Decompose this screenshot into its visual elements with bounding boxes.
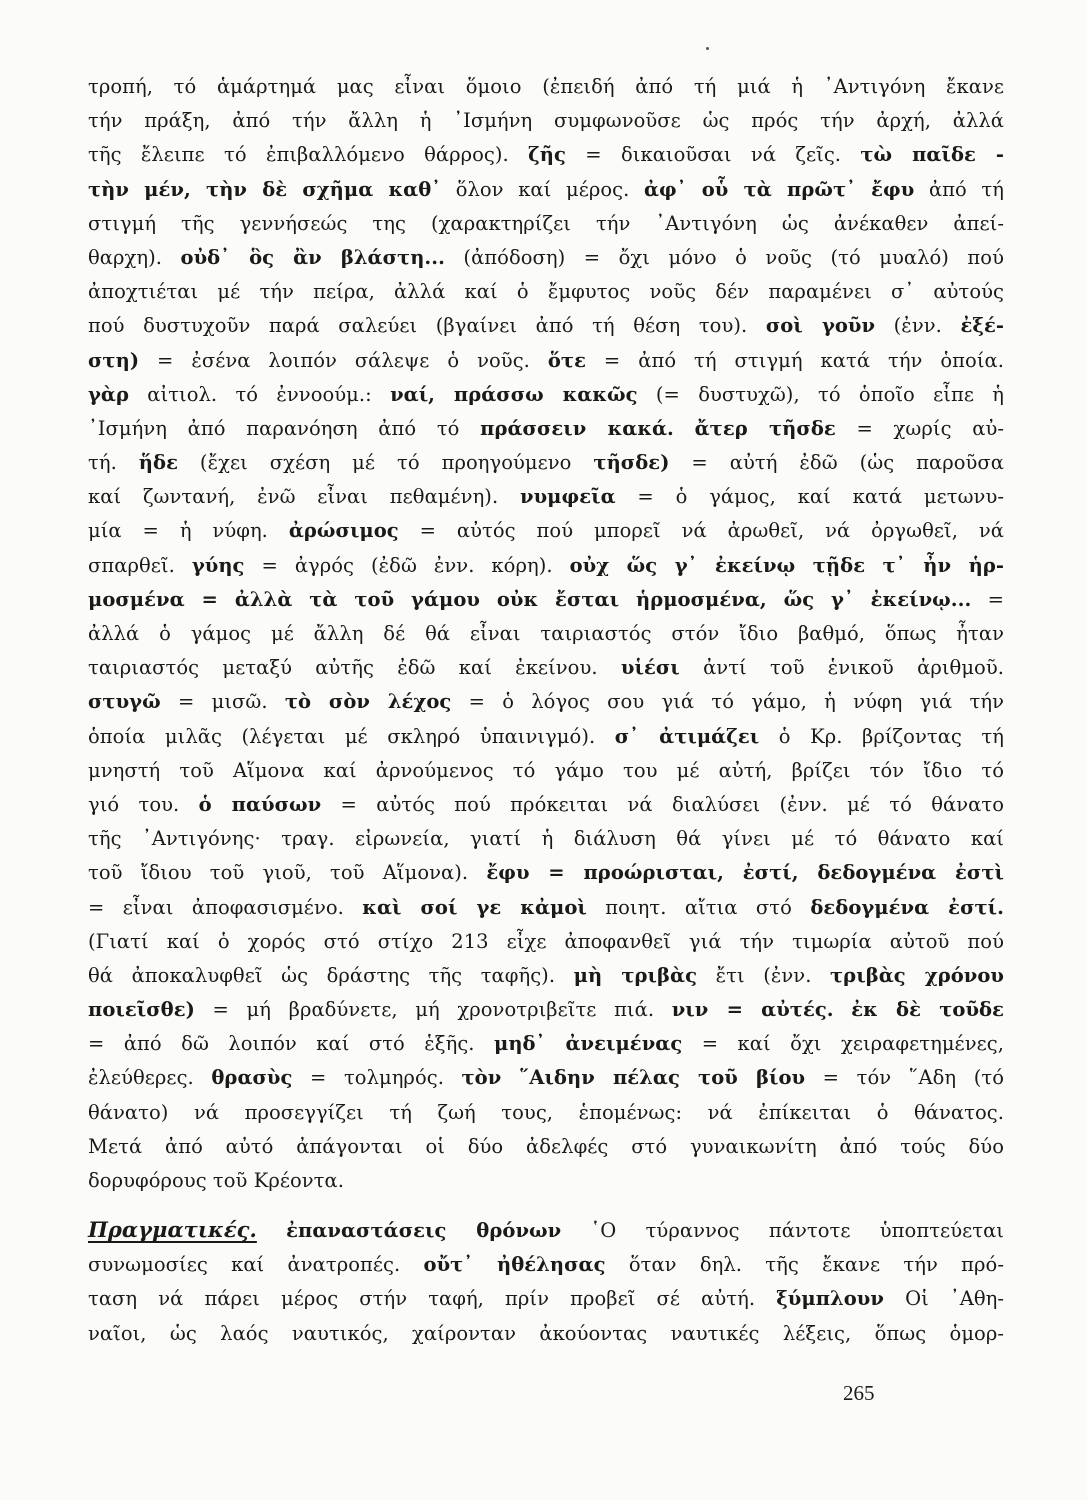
lemma-term: ποιεῖσθε) bbox=[88, 998, 195, 1022]
line-text: = τόν ῞Αδη (τό bbox=[805, 1066, 1004, 1090]
line-text: ταση νά πάρει μέρος στήν ταφή, πρίν προβεῖ σέ αὐτή. bbox=[88, 1287, 777, 1310]
text-line bbox=[88, 1317, 1004, 1352]
commentary-body bbox=[88, 70, 1004, 1198]
page-number: 265 bbox=[843, 1381, 875, 1405]
lemma-term: νιν = αὐτές. bbox=[671, 998, 834, 1022]
line-text: τροπή, τό ἁμάρτημά μας εἶναι ὅμοιο (ἐπειδή ἀπό τή μιά ἡ ᾿Αντιγόνη ἔκανε bbox=[88, 75, 1004, 98]
lemma-term: καὶ σοί γε κἀμοὶ bbox=[362, 895, 587, 919]
text-line bbox=[88, 70, 1004, 104]
text-line bbox=[88, 993, 1004, 1027]
line-text: Μετά ἀπό αὐτό ἀπάγονται οἱ δύο ἀδελφές στό γυναικωνίτη ἀπό τούς δύο bbox=[88, 1134, 1004, 1158]
line-text: τή. bbox=[88, 451, 139, 475]
line-text: ναῖοι, ὡς λαός ναυτικός, χαίρονταν ἀκούοντας ναυτικές λέξεις, ὅπως ὁμορ- bbox=[88, 1321, 1004, 1345]
lemma-term: θρασὺς bbox=[211, 1066, 293, 1090]
lemma-term: μηδ᾿ ἀνειμένας bbox=[494, 1032, 683, 1056]
text-line bbox=[88, 685, 1004, 719]
line-text: γιό του. bbox=[88, 792, 199, 816]
section-first-line bbox=[88, 1213, 1004, 1248]
line-text: (= δυστυχῶ), τό ὁποῖο εἶπε ἡ bbox=[637, 382, 1005, 406]
line-text: σπαρθεῖ. bbox=[88, 553, 192, 577]
line-text: ᾿Ισμήνη ἀπό παρανόηση ἀπό τό bbox=[88, 416, 481, 440]
line-text: = ὁ γάμος, καί κατά μετωνυ- bbox=[615, 485, 1004, 509]
text-line bbox=[88, 1164, 1004, 1198]
text-line bbox=[88, 1061, 1004, 1095]
line-text: θά ἀποκαλυφθεῖ ὡς δράστης τῆς ταφῆς). bbox=[88, 963, 574, 987]
text-line bbox=[88, 173, 1004, 207]
text-line bbox=[88, 1130, 1004, 1164]
line-text: = ὁ λόγος σου γιά τό γάμο, ἡ νύφη γιά τήν bbox=[451, 690, 1005, 714]
text-line bbox=[88, 104, 1004, 138]
line-text: μία = ἡ νύφη. bbox=[88, 519, 289, 543]
line-text bbox=[257, 1219, 286, 1242]
line-text: θάνατο) νά προσεγγίζει τή ζωή τους, ἑπομένως: νά ἐπίκειται ὁ θάνατος. bbox=[88, 1100, 1004, 1124]
lemma-term: ἐκ δὲ τοῦδε bbox=[851, 998, 1005, 1022]
line-text bbox=[834, 998, 852, 1021]
text-line bbox=[88, 856, 1004, 890]
line-text: ὁποία μιλᾶς (λέγεται μέ σκληρό ὑπαινιγμό). bbox=[88, 724, 615, 748]
line-text: θαρχη). bbox=[88, 245, 181, 269]
line-text: = τολμηρός. bbox=[292, 1066, 462, 1090]
text-line bbox=[88, 959, 1004, 993]
line-text: ἀπό τή bbox=[914, 177, 1005, 201]
line-text: ἐλεύθερες. bbox=[88, 1066, 212, 1090]
section-heading: Πραγματικές. bbox=[88, 1217, 257, 1242]
lemma-term: σοὶ γοῦν bbox=[765, 314, 876, 338]
lemma-term: τὸ σὸν λέχος bbox=[284, 690, 452, 714]
lemma-term: δεδογμένα ἐστί. bbox=[810, 895, 1004, 919]
lemma-term: ἔφυ = προώρισται, ἐστί, δεδογμένα ἐστὶ bbox=[486, 861, 1004, 885]
lemma-term: τριβὰς χρόνου bbox=[830, 963, 1004, 987]
lemma-term: μοσμένα = ἀλλὰ τὰ τοῦ γάμου οὐκ ἔσται ἡρμοσμένα, ὥς γ᾿ ἐκείνῳ... bbox=[88, 587, 972, 611]
text-line bbox=[88, 241, 1004, 275]
line-text: (ἀπόδοση) = ὄχι μόνο ὁ νοῦς (τό μυαλό) πού bbox=[444, 245, 1004, 269]
line-text: (ἔχει σχέση μέ τό προηγούμενο bbox=[177, 451, 594, 475]
lemma-term: ὅτε bbox=[547, 348, 586, 372]
text-line bbox=[88, 412, 1004, 446]
line-text: τῆς ἔλειπε τό ἐπιβαλλόμενο θάρρος). bbox=[88, 143, 529, 167]
line-text: συνωμοσίες καί ἀνατροπές. bbox=[88, 1252, 424, 1276]
line-text: = δικαιοῦσαι νά ζεῖς. bbox=[565, 143, 861, 167]
line-text: = bbox=[971, 587, 1004, 611]
line-text: (Γιατί καί ὁ χορός στό στίχο 213 εἶχε ἀποφανθεῖ γιά τήν τιμωρία αὐτοῦ πού bbox=[88, 929, 1004, 953]
text-line bbox=[88, 446, 1004, 480]
text-line bbox=[88, 378, 1004, 412]
text-line bbox=[88, 891, 1004, 925]
text-line bbox=[88, 1248, 1004, 1283]
line-text: καί ζωντανή, ἐνῶ εἶναι πεθαμένη). bbox=[88, 485, 521, 509]
text-line bbox=[88, 1282, 1004, 1317]
line-text: ῾Ο τύραννος πάντοτε ὑποπτεύεται bbox=[561, 1219, 1004, 1242]
lemma-term: οὐχ ὥς γ᾿ ἐκείνῳ τῇδε τ᾿ ἦν ἡρ- bbox=[569, 553, 1004, 577]
text-line bbox=[88, 720, 1004, 754]
text-line bbox=[88, 822, 1004, 856]
lemma-term: οὐδ᾿ ὃς ἂν βλάστη... bbox=[180, 245, 445, 269]
lemma-term: τὴν μέν, τὴν δὲ σχῆμα καθ᾿ bbox=[88, 177, 442, 201]
line-text: μνηστή τοῦ Αἵμονα καί ἀρνούμενος τό γάμο του μέ αὐτή, βρίζει τόν ἴδιο τό bbox=[88, 758, 1004, 782]
text-line bbox=[88, 309, 1004, 343]
lemma-term: ἀρώσιμος bbox=[288, 519, 399, 543]
text-line bbox=[88, 275, 1004, 309]
text-line bbox=[88, 344, 1004, 378]
line-text: = ἀπό δῶ λοιπόν καί στό ἑξῆς. bbox=[88, 1032, 494, 1056]
line-text: = ἀγρός (ἐδῶ ἐνν. κόρη). bbox=[244, 553, 570, 577]
lemma-term: υἱέσι bbox=[620, 656, 680, 680]
line-text: = αὐτός πού μπορεῖ νά ἀρωθεῖ, νά ὀργωθεῖ, νά bbox=[398, 519, 1004, 543]
line-text: = καί ὄχι χειραφετημένες, bbox=[682, 1032, 1004, 1056]
text-line bbox=[88, 651, 1004, 685]
lemma-term: ἐπαναστάσεις θρόνων bbox=[286, 1219, 562, 1242]
line-text: (ἐνν. bbox=[875, 314, 961, 338]
lemma-term: οὔτ᾿ ἠθέλησας bbox=[423, 1252, 606, 1276]
text-line bbox=[88, 480, 1004, 514]
line-text: ἔτι (ἐνν. bbox=[697, 963, 831, 987]
text-line bbox=[88, 583, 1004, 617]
lemma-term: μὴ τριβὰς bbox=[573, 963, 698, 987]
lemma-term: τὸν ῞Αιδην πέλας τοῦ βίου bbox=[461, 1066, 806, 1090]
line-text: Οἱ ᾿Αθη- bbox=[883, 1287, 1004, 1310]
line-text: στιγμή τῆς γεννήσεώς της (χαρακτηρίζει τήν ᾿Αντιγόνη ὡς ἀνέκαθεν ἀπεί- bbox=[88, 211, 1004, 235]
line-text: πού δυστυχοῦν παρά σαλεύει (βγαίνει ἀπό τή θέση του). bbox=[88, 314, 766, 338]
line-text: ὁ Κρ. βρίζοντας τή bbox=[759, 724, 1005, 748]
lemma-term: στη) bbox=[88, 348, 140, 372]
line-text: = ἀπό τή στιγμή κατά τήν ὁποία. bbox=[586, 348, 1004, 372]
text-line bbox=[88, 549, 1004, 583]
line-text: = εἶναι ἀποφασισμένο. bbox=[88, 895, 363, 919]
line-text: ταιριαστός μεταξύ αὐτῆς ἐδῶ καί ἐκείνου. bbox=[88, 656, 621, 680]
lemma-term: ὁ παύσων bbox=[198, 792, 322, 816]
lemma-term: τῆσδε) bbox=[593, 451, 670, 475]
line-text: ὅταν δηλ. τῆς ἔκανε τήν πρό- bbox=[605, 1252, 1004, 1276]
text-line bbox=[88, 1027, 1004, 1061]
lemma-term: ἐξέ- bbox=[960, 314, 1004, 338]
lemma-term: ἄτερ τῆσδε bbox=[694, 416, 836, 440]
text-line bbox=[88, 788, 1004, 822]
text-line bbox=[88, 617, 1004, 651]
line-text: = μισῶ. bbox=[160, 690, 285, 714]
lemma-term: γὰρ bbox=[88, 382, 129, 406]
lemma-term: σ᾿ ἀτιμάζει bbox=[614, 724, 760, 748]
line-text: τῆς ᾿Αντιγόνης· τραγ. εἰρωνεία, γιατί ἡ διάλυση θά γίνει μέ τό θάνατο καί bbox=[88, 827, 1004, 851]
line-text: ὅλον καί μέρος. bbox=[441, 177, 644, 201]
lemma-term: ζῆς bbox=[528, 143, 566, 167]
text-line bbox=[88, 207, 1004, 241]
lemma-term: νυμφεῖα bbox=[520, 485, 616, 509]
line-text: = χωρίς αὐ- bbox=[835, 416, 1005, 440]
line-text: ἀποχτιέται μέ τήν πείρα, ἀλλά καί ὁ ἔμφυτος νοῦς δέν παραμένει σ᾿ αὐτούς bbox=[88, 280, 1004, 304]
text-line bbox=[88, 138, 1004, 172]
line-text: τοῦ ἴδιου τοῦ γιοῦ, τοῦ Αἵμονα). bbox=[88, 861, 487, 885]
text-line bbox=[88, 1096, 1004, 1130]
text-line bbox=[88, 514, 1004, 548]
line-text: = μή βραδύνετε, μή χρονοτριβεῖτε πιά. bbox=[194, 998, 672, 1022]
line-text: τήν πράξη, ἀπό τήν ἄλλη ἡ ᾿Ισμήνη συμφωνοῦσε ὡς πρός τήν ἀρχή, ἀλλά bbox=[88, 109, 1004, 133]
line-text: ἀντί τοῦ ἑνικοῦ ἀριθμοῦ. bbox=[679, 656, 1004, 680]
lemma-term: γύης bbox=[191, 553, 245, 577]
lemma-term: ἥδε bbox=[138, 451, 178, 475]
line-text bbox=[674, 417, 695, 440]
text-line bbox=[88, 925, 1004, 959]
speck bbox=[706, 47, 709, 50]
line-text: = αὐτός πού πρόκειται νά διαλύσει (ἐνν. μέ τό θάνατο bbox=[321, 792, 1004, 816]
line-text: αἰτιολ. τό ἐννοούμ.: bbox=[129, 382, 391, 406]
line-text: ποιητ. αἴτια στό bbox=[586, 895, 811, 919]
line-text: = αὐτή ἐδῶ (ὡς παροῦσα bbox=[669, 451, 1004, 475]
lemma-term: στυγῶ bbox=[88, 690, 161, 714]
section-pragmatikes bbox=[88, 1213, 1004, 1351]
lemma-term: πράσσειν κακά. bbox=[480, 416, 674, 440]
lemma-term: ἀφ᾿ οὗ τὰ πρῶτ᾿ ἔφυ bbox=[643, 177, 915, 201]
text-line bbox=[88, 754, 1004, 788]
lemma-term: τὼ παῖδε - bbox=[860, 143, 1004, 167]
line-text: = ἐσένα λοιπόν σάλεψε ὁ νοῦς. bbox=[139, 348, 548, 372]
lemma-term: ναί, πράσσω κακῶς bbox=[390, 382, 638, 406]
line-text: δορυφόρους τοῦ Κρέοντα. bbox=[88, 1169, 344, 1192]
line-text: ἀλλά ὁ γάμος μέ ἄλλη δέ θά εἶναι ταιριαστός στόν ἴδιο βαθμό, ὅπως ἦταν bbox=[88, 622, 1004, 645]
lemma-term: ξύμπλουν bbox=[776, 1287, 884, 1310]
